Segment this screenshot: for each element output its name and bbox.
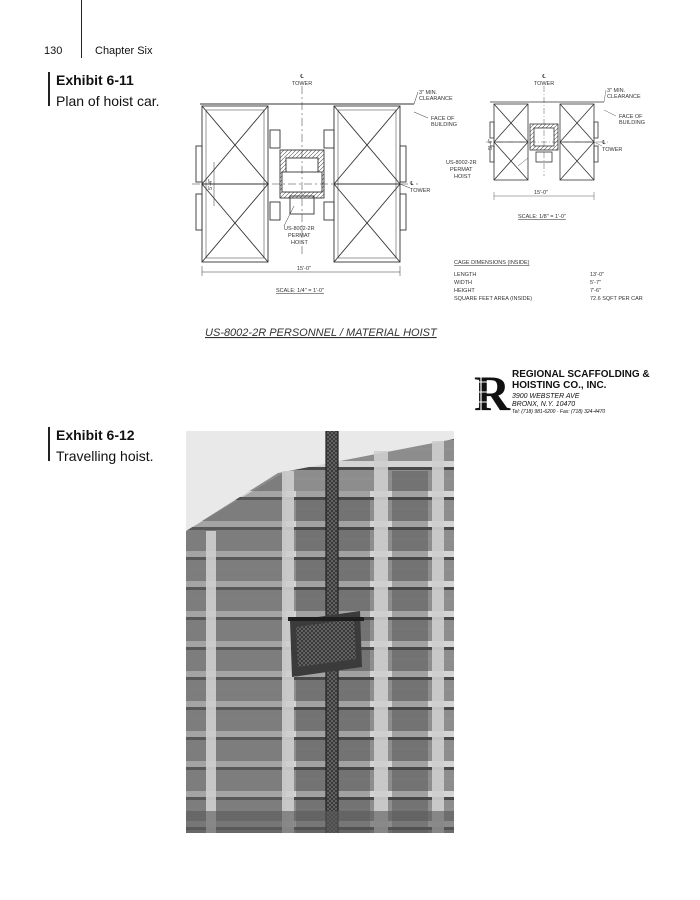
- cage-dimensions-table: [454, 260, 643, 302]
- company-address: [512, 393, 579, 409]
- right-depth-dim: 5'-4": [488, 139, 494, 150]
- chapter-title: Chapter Six: [95, 45, 153, 57]
- left-face-1: FACE OF: [431, 116, 455, 122]
- left-hoist-label-1: US-8002-2R: [284, 226, 315, 232]
- company-address-line-2: BRONX, N.Y. 10470: [512, 401, 576, 408]
- company-name-line-1: REGIONAL SCAFFOLDING &: [512, 369, 650, 380]
- company-name-line-2: HOISTING CO., INC.: [512, 380, 607, 391]
- right-hoist-label-1: US-8002-2R: [446, 160, 477, 166]
- left-clearance-1: 3" MIN.: [419, 90, 438, 96]
- left-scale: SCALE: 1/4" = 1'-0": [276, 288, 324, 294]
- exhibit-bar: [48, 427, 50, 461]
- exhibit-6-12-title: Exhibit 6-12: [56, 427, 135, 443]
- company-logo: [473, 364, 673, 424]
- company-address-line-1: 3900 WEBSTER AVE: [512, 393, 580, 400]
- hoist-plan-drawing: [188, 66, 666, 346]
- left-cl-tower-symbol: ℄: [410, 181, 414, 187]
- right-hoist-label-3: HOIST: [454, 174, 471, 180]
- right-clearance-1: 3" MIN.: [607, 88, 626, 94]
- right-cl-tower-symbol: ℄: [602, 140, 606, 146]
- exhibit-6-12-caption: Travelling hoist.: [56, 448, 154, 464]
- right-cl-tower-label: TOWER: [602, 147, 623, 153]
- company-name: [512, 369, 650, 391]
- cage-row-label: WIDTH: [454, 280, 473, 286]
- drawing-caption: US-8002-2R PERSONNEL / MATERIAL HOIST: [205, 327, 437, 339]
- right-cl-symbol: ℄: [542, 74, 546, 80]
- left-hoist-label-3: HOIST: [291, 240, 308, 246]
- exhibit-6-11-caption: Plan of hoist car.: [56, 93, 160, 109]
- right-scale: SCALE: 1/8" = 1'-0": [518, 214, 566, 220]
- right-tower-label: TOWER: [533, 81, 555, 87]
- exhibit-6-11-title: Exhibit 6-11: [56, 72, 134, 88]
- cage-row-value: 13'-0": [590, 272, 605, 278]
- travelling-hoist-photo: [186, 431, 454, 833]
- left-width-dim: 15'-0": [297, 266, 312, 272]
- left-tower-label: TOWER: [291, 81, 313, 87]
- right-plan: [486, 86, 616, 200]
- cage-row-value: 72.6 SQFT PER CAR: [590, 296, 643, 302]
- page-number: 130: [44, 45, 63, 57]
- left-depth-dim: 5'-4": [208, 179, 214, 190]
- right-hoist-label-2: PERMAT: [450, 167, 473, 173]
- right-face-2: BUILDING: [619, 120, 645, 126]
- right-width-dim: 15'-0": [534, 190, 549, 196]
- company-phone: Tel: (718) 981-6200 · Fax: (718) 324-4470: [512, 409, 606, 415]
- page-header: [0, 0, 700, 70]
- right-clearance-2: CLEARANCE: [607, 94, 641, 100]
- left-cl-tower-label: TOWER: [410, 188, 431, 194]
- right-face-1: FACE OF: [619, 114, 643, 120]
- logo-letter: R: [474, 368, 511, 416]
- cage-row-label: HEIGHT: [454, 288, 475, 294]
- exhibit-bar: [48, 72, 50, 106]
- cage-dimensions-title: CAGE DIMENSIONS (INSIDE): [454, 260, 530, 266]
- company-logo-mark: [473, 368, 511, 416]
- header-rule: [81, 0, 82, 58]
- cage-row-value: 5'-7": [590, 280, 601, 286]
- left-clearance-2: CLEARANCE: [419, 96, 453, 102]
- cage-row-label: LENGTH: [454, 272, 477, 278]
- cage-row-value: 7'-6": [590, 288, 601, 294]
- left-face-2: BUILDING: [431, 122, 457, 128]
- left-hoist-label-2: PERMAT: [288, 233, 311, 239]
- cage-row-label: SQUARE FEET AREA (INSIDE): [454, 296, 533, 302]
- left-cl-symbol: ℄: [300, 74, 304, 80]
